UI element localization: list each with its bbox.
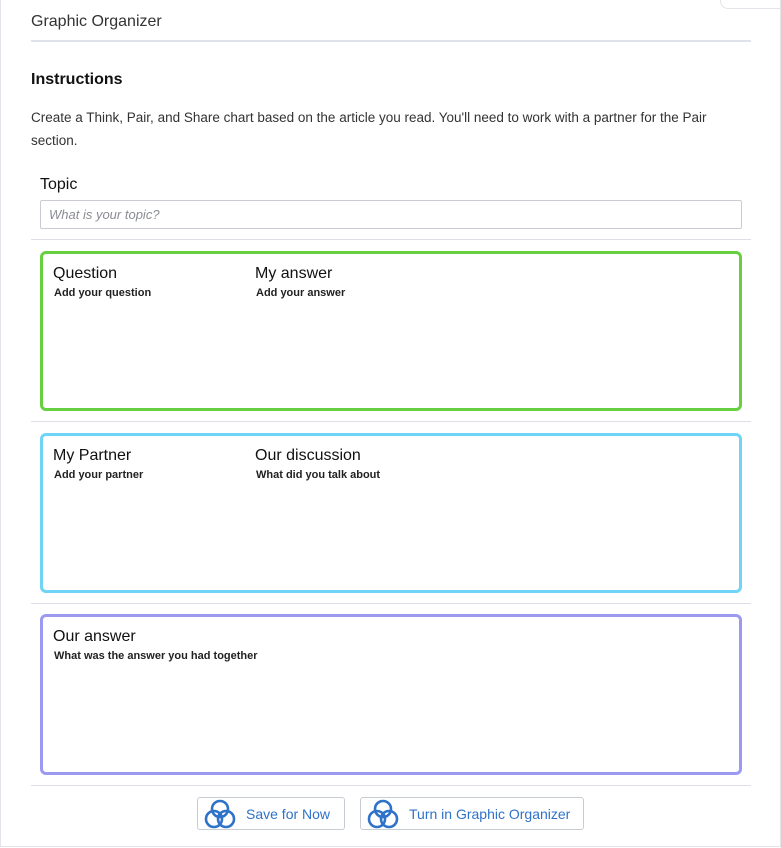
instructions-heading: Instructions	[31, 71, 123, 88]
instructions-text: Create a Think, Pair, and Share chart based on the article you read. You'll need to work with a partner for the Pair section.	[31, 110, 707, 148]
partner-field[interactable]	[53, 447, 143, 481]
window-corner	[720, 0, 781, 9]
question-hint[interactable]: Add your question	[54, 287, 152, 299]
my-answer-hint[interactable]: Add your answer	[256, 287, 346, 299]
share-card	[40, 614, 742, 775]
save-for-now-label: Save for Now	[246, 805, 331, 822]
my-answer-title: My answer	[255, 265, 333, 282]
our-answer-hint[interactable]: What was the answer you had together	[54, 650, 258, 662]
turn-in-button[interactable]	[360, 797, 584, 830]
partner-hint[interactable]: Add your partner	[54, 469, 144, 481]
discussion-hint[interactable]: What did you talk about	[256, 469, 381, 481]
page-title: Graphic Organizer	[31, 13, 162, 30]
pair-card	[40, 433, 742, 593]
section-divider	[31, 603, 751, 604]
three-rings-icon	[365, 797, 401, 830]
discussion-title: Our discussion	[255, 447, 361, 464]
our-answer-field[interactable]	[53, 628, 258, 662]
question-title: Question	[53, 265, 118, 282]
topic-label: Topic	[40, 176, 78, 193]
header-divider	[31, 40, 751, 42]
save-for-now-button[interactable]	[197, 797, 345, 830]
turn-in-label: Turn in Graphic Organizer	[409, 805, 571, 822]
question-field[interactable]	[53, 265, 151, 299]
topic-input[interactable]	[40, 200, 742, 229]
think-card	[40, 251, 742, 411]
footer-divider	[31, 785, 751, 786]
three-rings-icon	[202, 797, 238, 830]
section-divider	[31, 239, 751, 240]
our-answer-title: Our answer	[53, 628, 136, 645]
section-divider	[31, 421, 751, 422]
partner-title: My Partner	[53, 447, 132, 464]
my-answer-field[interactable]	[255, 265, 345, 299]
discussion-field[interactable]	[255, 447, 380, 481]
